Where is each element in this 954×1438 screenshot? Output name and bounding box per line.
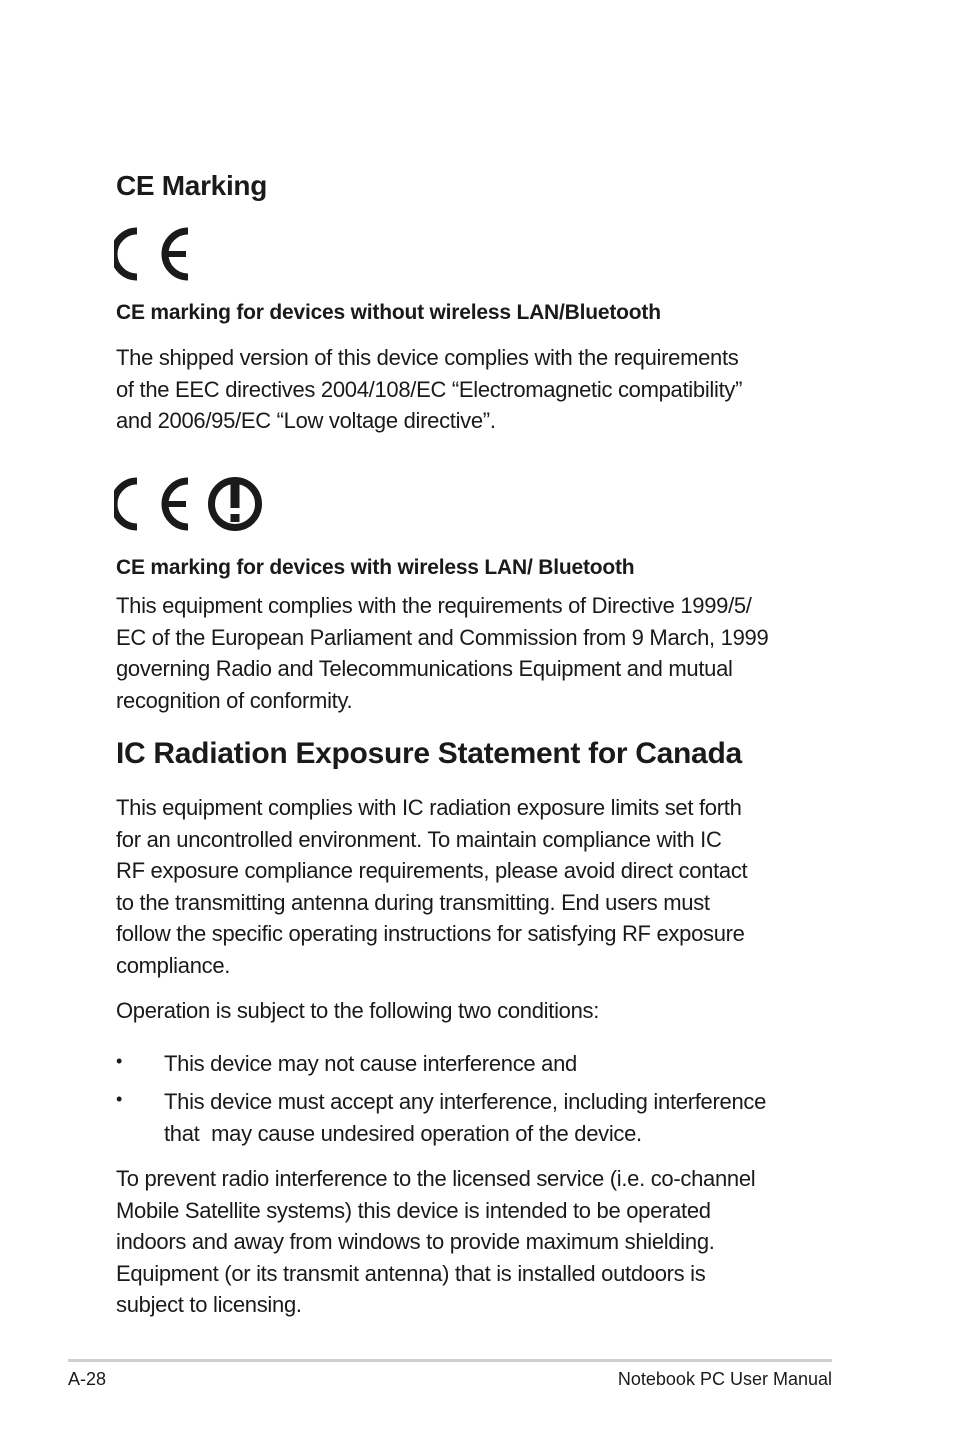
class-2-alert-icon <box>212 481 259 528</box>
ce-marking-heading: CE Marking <box>116 170 268 201</box>
text-line: EC of the European Parliament and Commission from 9 March, 1999 <box>116 624 769 650</box>
ce-wireless-subheading: CE marking for devices with wireless LAN/ Bluetooth <box>116 556 635 579</box>
text-line: and 2006/95/EC “Low voltage directive”. <box>116 408 496 434</box>
text-line: indoors and away from windows to provide maximum shielding. <box>116 1229 715 1255</box>
text-line: This device must accept any interference, including interference <box>164 1089 767 1114</box>
text-line: RF exposure compliance requirements, please avoid direct contact <box>116 858 748 884</box>
ic-radiation-heading: IC Radiation Exposure Statement for Canada <box>116 737 742 770</box>
ce-mark-icon <box>114 476 274 532</box>
text-line: This equipment complies with the requirements of Directive 1999/5/ <box>116 593 752 618</box>
ce-alert-mark-group <box>114 476 274 532</box>
text-line: The shipped version of this device complies with the requirements <box>116 345 739 370</box>
text-line: recognition of conformity. <box>116 687 353 713</box>
text-line: to the transmitting antenna during transmitting. End users must <box>116 889 710 915</box>
text-line: This equipment complies with IC radiation exposure limits set forth <box>116 795 742 820</box>
text-line: To prevent radio interference to the licensed service (i.e. co-channel <box>116 1166 756 1191</box>
text-line: This device may not cause interference and <box>164 1051 577 1076</box>
ce-wireless-paragraph <box>116 590 836 716</box>
manual-title: Notebook PC User Manual <box>617 1369 832 1389</box>
ic-paragraph-2 <box>116 1163 836 1321</box>
text-line: governing Radio and Telecommunications Equipment and mutual <box>116 656 733 682</box>
footer-divider <box>68 1359 832 1362</box>
ce-mark-icon <box>114 226 194 282</box>
ic-paragraph-1 <box>116 792 836 982</box>
text-line: for an uncontrolled environment. To maintain compliance with IC <box>116 826 722 852</box>
text-line: Mobile Satellite systems) this device is intended to be operated <box>116 1197 711 1223</box>
bullet-item <box>164 1048 834 1080</box>
ce-no-wireless-paragraph <box>116 342 836 437</box>
text-line: Equipment (or its transmit antenna) that is installed outdoors is <box>116 1260 706 1286</box>
ce-no-wireless-subheading: CE marking for devices without wireless LAN/Bluetooth <box>116 301 661 324</box>
bullet-marker: • <box>116 1051 123 1071</box>
text-line: of the EEC directives 2004/108/EC “Electromagnetic compatibility” <box>116 376 743 402</box>
text-line: that may cause undesired operation of the device. <box>164 1120 642 1146</box>
bullet-item <box>164 1086 834 1149</box>
bullet-marker: • <box>116 1089 123 1109</box>
text-line: compliance. <box>116 952 231 978</box>
conditions-intro: Operation is subject to the following two conditions: <box>116 998 600 1023</box>
text-line: follow the specific operating instructions for satisfying RF exposure <box>116 921 745 947</box>
text-line: subject to licensing. <box>116 1292 302 1318</box>
page-number: A-28 <box>68 1369 107 1389</box>
